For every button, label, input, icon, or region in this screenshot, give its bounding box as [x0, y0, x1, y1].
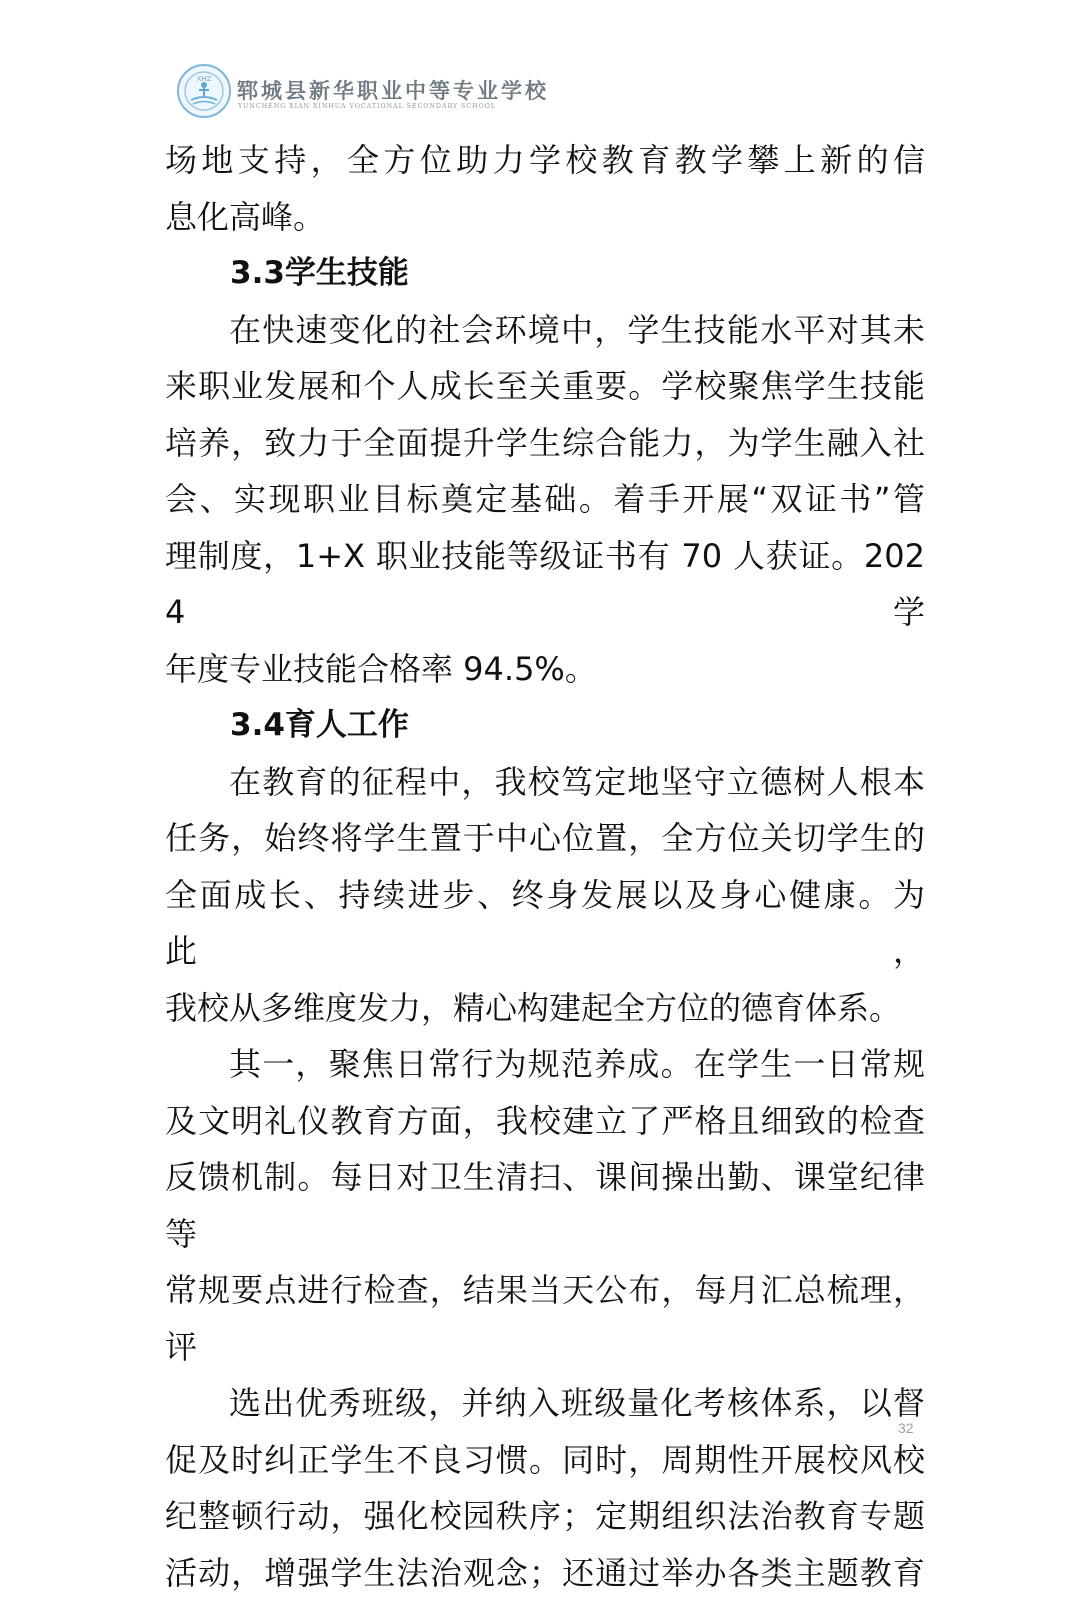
text-line: 在快速变化的社会环境中，学生技能水平对其未 — [165, 302, 925, 359]
text-line: 培养，致力于全面提升学生综合能力，为学生融入社 — [165, 415, 925, 472]
text-line: 促及时纠正学生不良习惯。同时，周期性开展校风校 — [165, 1432, 925, 1489]
text-line: 反馈机制。每日对卫生清扫、课间操出勤、课堂纪律等 — [165, 1149, 925, 1262]
text-line: 全面成长、持续进步、终身发展以及身心健康。为此， — [165, 867, 925, 980]
paragraph-continued — [165, 132, 925, 245]
school-emblem-icon — [177, 64, 231, 118]
text-line: 场地支持，全方位助力学校教育教学攀上新的信 — [165, 132, 925, 189]
paragraph-continued-2 — [165, 1375, 925, 1601]
text-line: 选出优秀班级，并纳入班级量化考核体系，以督 — [165, 1375, 925, 1432]
section-heading-3-3: 3.3学生技能 — [165, 245, 925, 302]
text-line: 理制度，1+X 职业技能等级证书有 70 人获证。2024 学 — [165, 528, 925, 641]
paragraph-education — [165, 754, 925, 1037]
text-line: 纪整顿行动，强化校园秩序；定期组织法治教育专题 — [165, 1488, 925, 1545]
text-line: 来职业发展和个人成长至关重要。学校聚焦学生技能 — [165, 358, 925, 415]
document-body — [165, 132, 925, 1601]
text-line: 其一，聚焦日常行为规范养成。在学生一日常规 — [165, 1036, 925, 1093]
emblem-letters: XHZ — [197, 75, 212, 83]
page-number: 32 — [898, 1420, 914, 1436]
text-line: 我校从多维度发力，精心构建起全方位的德育体系。 — [165, 980, 925, 1037]
text-line: 年度专业技能合格率 94.5%。 — [165, 641, 925, 698]
paragraph-student-skills — [165, 302, 925, 698]
school-name-cn: 郓城县新华职业中等专业学校 — [237, 75, 549, 105]
text-line: 会、实现职业目标奠定基础。着手开展“双证书”管 — [165, 471, 925, 528]
section-heading-3-4: 3.4育人工作 — [165, 697, 925, 754]
text-line: 在教育的征程中，我校笃定地坚守立德树人根本 — [165, 754, 925, 811]
page-header — [177, 64, 507, 122]
text-line: 常规要点进行检查，结果当天公布，每月汇总梳理，评 — [165, 1262, 925, 1375]
school-name-en: YUNCHENG XIAN XINHUA VOCATIONAL SECONDARY SCHOOL — [238, 102, 496, 110]
text-line: 息化高峰。 — [165, 189, 925, 246]
paragraph-daily-behavior — [165, 1036, 925, 1375]
text-line: 及文明礼仪教育方面，我校建立了严格且细致的检查 — [165, 1093, 925, 1150]
text-line: 任务，始终将学生置于中心位置，全方位关切学生的 — [165, 810, 925, 867]
text-line: 活动，增强学生法治观念；还通过举办各类主题教育 — [165, 1545, 925, 1601]
